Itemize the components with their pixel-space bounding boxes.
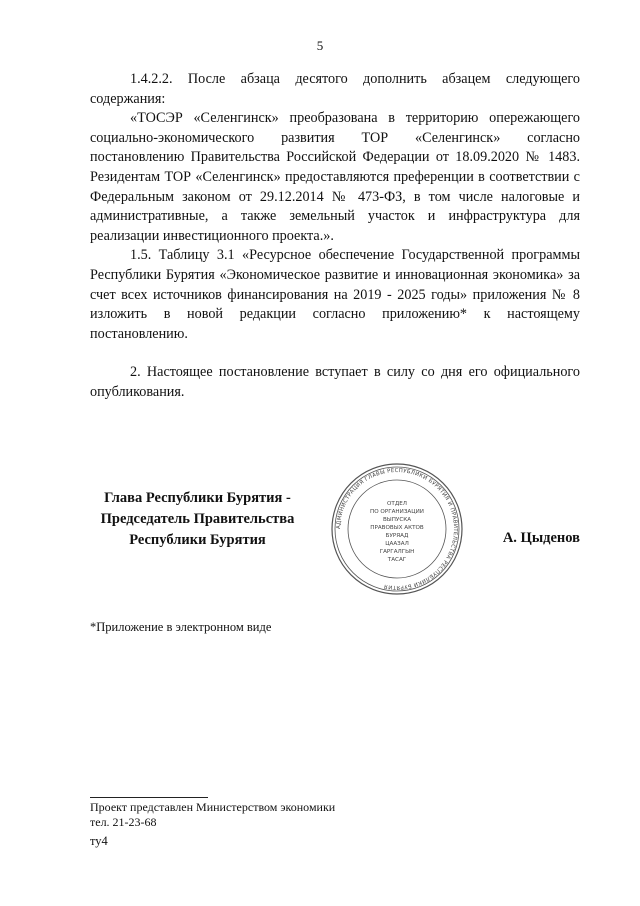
paragraph-quote: «ТОСЭР «Селенгинск» преобразована в территорию опережающего социально-экономического развития ТОР «Селенгинск» согласно постановлению Правительства Российской Федерации от 18.09.2020 № 1483. Резидентам ТОР «Селенгинск» предоставляются преференции в соответствии с Федеральным законом от 29.12.2014 № 473-ФЗ, в том числе налоговые и административные, а также земельный участок и инфраструктура для реализации инвестиционного проекта.». [90, 110, 580, 244]
appendix-footnote: *Приложение в электронном виде [90, 620, 272, 634]
stamp-outer-text: АДМИНИСТРАЦИЯ ГЛАВЫ РЕСПУБЛИКИ БУРЯТИЯ И ПРАВИТЕЛЬСТВА РЕСПУБЛИКИ БУРЯТИЯ [335, 467, 459, 591]
stamp-line-2: ПО ОРГАНИЗАЦИИ [370, 509, 424, 515]
stamp-line-1: ОТДЕЛ [387, 501, 407, 507]
stamp-line-4: ПРАВОВЫХ АКТОВ [370, 525, 424, 531]
footer-phone: тел. 21-23-68 [90, 814, 157, 829]
footer-info [90, 800, 335, 829]
stamp-line-3: ВЫПУСКА [382, 517, 412, 523]
paragraph-1-5: 1.5. Таблицу 3.1 «Ресурсное обеспечение Государственной программы Республики Бурятия «Экономическое развитие и инновационная экономика» за счет всех источников финансирования на 2019 - 2025 годы» приложения № 8 изложить в новой редакции согласно приложению* к настоящему постановлению. [90, 247, 580, 342]
signer-title-line-3: Республики Бурятия [129, 532, 266, 548]
paragraph-1-4-2-2: 1.4.2.2. После абзаца десятого дополнить абзацем следующего содержания: [90, 71, 580, 107]
stamp-line-6: ЦААЗАЛ [385, 541, 409, 547]
signer-title-line-2: Председатель Правительства [100, 511, 295, 527]
official-stamp [330, 462, 464, 596]
signer-title-line-1: Глава Республики Бурятия - [104, 490, 291, 506]
stamp-line-5: БУРЯАД [385, 533, 409, 539]
document-body [90, 70, 580, 403]
page-number: 5 [316, 38, 324, 53]
stamp-line-7: ГАРГАЛГЫН [379, 549, 415, 555]
footer-ministry: Проект представлен Министерством экономики [90, 800, 336, 814]
footer-code: ту4 [90, 834, 108, 848]
footer-divider [90, 797, 208, 798]
paragraph-2: 2. Настоящее постановление вступает в силу со дня его официального опубликования. [90, 364, 580, 400]
signer-name: А. Цыденов [502, 530, 580, 546]
stamp-line-8: ТАСАГ [387, 557, 407, 563]
signer-title [90, 488, 305, 551]
